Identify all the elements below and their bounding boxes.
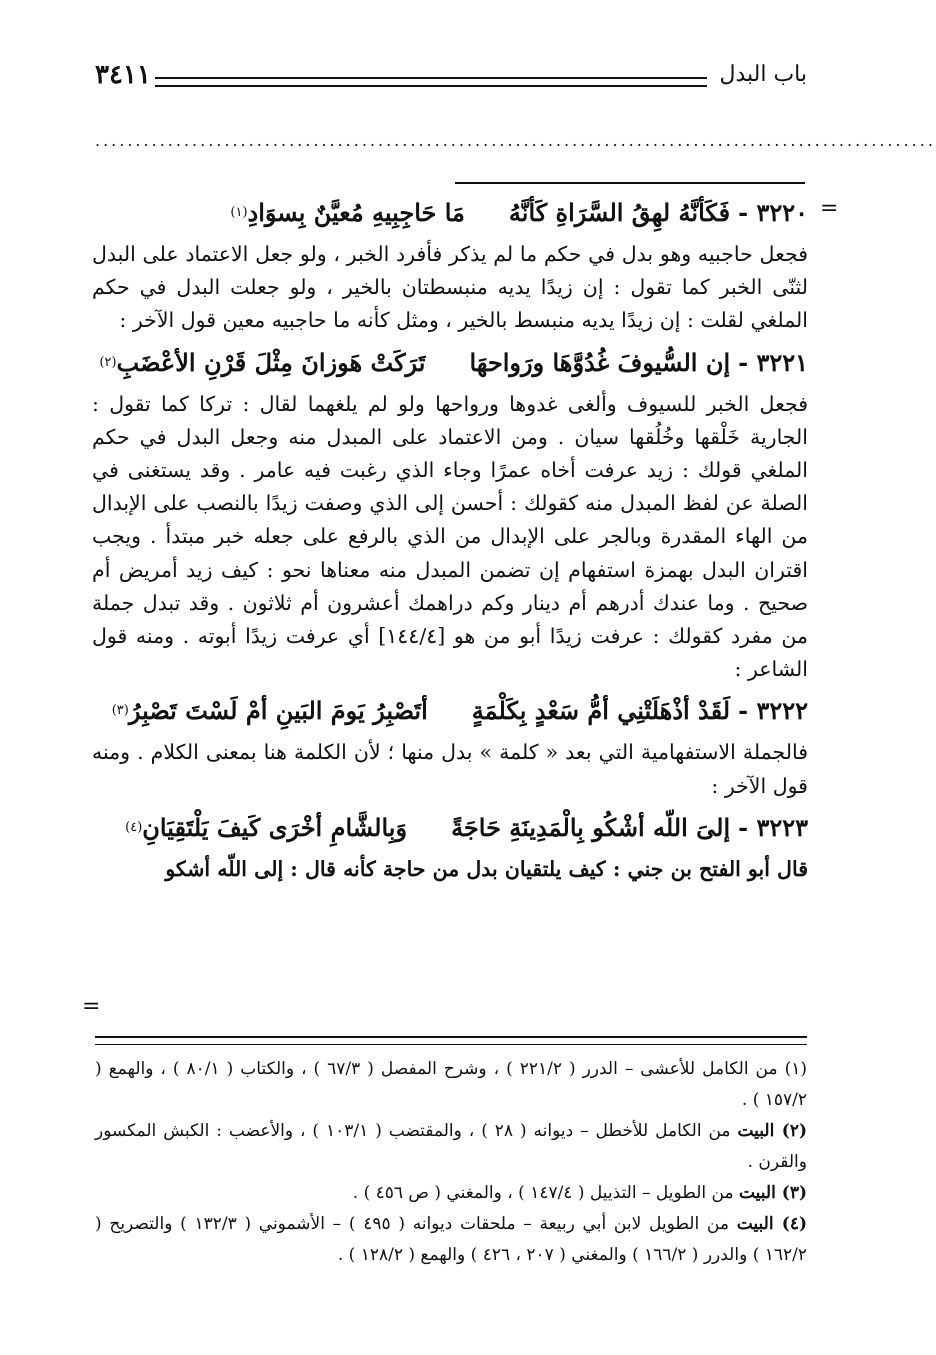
footnote-label: (٣) البيت: [738, 1183, 807, 1203]
paragraph: قال أبو الفتح بن جني : كيف يلتقيان بدل من حاجة كأنه قال : إلى اللّه أشكو: [165, 856, 808, 881]
main-text: [92, 188, 808, 886]
continuation-mark-bottom: =: [82, 994, 101, 1019]
header-rule: [155, 77, 707, 87]
running-header: [95, 60, 807, 100]
verse-first-hemistich: إن السُّيوفَ غُدُوَّهَا ورَواحهَا: [469, 347, 731, 377]
page-number: ٣٤١١: [95, 60, 151, 90]
verse-number: ٣٢٢٢ -: [738, 696, 808, 726]
verse-3221: [92, 338, 808, 388]
footnote-ref: (١): [230, 205, 248, 220]
continuation-mark-top: =: [820, 196, 839, 221]
chapter-title: باب البدل: [719, 62, 807, 87]
verse-number: ٣٢٢٠ -: [738, 198, 808, 227]
footnotes: [95, 1054, 807, 1271]
verse-first-hemistich: فَكَأنَّهُ لهِقُ السَّرَاةِ كَأنَّهُ: [508, 198, 731, 227]
footnote-text: من الطويل – التذييل ( ١٤٧/٤ ) ، والمغني ( ص ٤٥٦ ) .: [352, 1183, 739, 1203]
footnote-separator: [95, 1036, 807, 1045]
verse-second-hemistich: مَا حَاجِبِيهِ مُعيَّنٌ بِسوَادِ: [247, 198, 465, 227]
verse-second-hemistich: أتَصْبِرُ يَومَ البَينِ أمْ لَسْتَ تَصْبِرُ: [128, 696, 428, 726]
paragraph: فالجملة الاستفهامية التي بعد « كلمة » بدل منها ؛ لأن الكلمة هنا بمعنى الكلام . ومنه قول الآخر :: [92, 740, 808, 798]
verse-second-hemistich: تَرَكَتْ هَوزانَ مِثْلَ قَرْنِ الأعْضَبِ: [116, 347, 426, 377]
footnote-text: من الكامل للأخطل – ديوانه ( ٢٨ ) ، والمقتضب ( ١٠٣/١ ) ، والأعضب : الكبش المكسور والقرن .: [95, 1121, 807, 1172]
footnote-1: (١) من الكامل للأعشى – الدرر ( ٢٢١/٢ ) ، وشرح المفصل ( ٦٧/٣ ) ، والكتاب ( ٨٠/١ ) ، والهمع ( ١٥٧/٢ ) .: [95, 1059, 807, 1110]
paragraph: فجعل حاجبيه وهو بدل في حكم ما لم يذكر فأفرد الخبر ، ولو جعل الاعتماد على البدل لثنّى الخبر كما تقول : إن زيدًا يديه منبسطتان بالخير ، ولو جعلت البدل في حكم الملغي لقلت : إن زيدًا يديه منبسط بالخير ، ومثل كأنه ما حاجبيه معين قول الآخر :: [92, 242, 808, 333]
verse-3220: [92, 188, 808, 238]
footnote-ref: (٤): [125, 819, 143, 835]
footnote-4: [95, 1209, 807, 1271]
dotted-separator: ........................................................................................................: [95, 131, 936, 150]
verse-number: ٣٢٢٣ -: [738, 812, 808, 842]
footnote-label: (٢) البيت: [737, 1121, 807, 1141]
verse-3222: [92, 686, 808, 736]
footnote-label: (٤) البيت: [736, 1214, 807, 1234]
footnote-ref: (٢): [99, 354, 117, 370]
verse-second-hemistich: وَبِالشَّامِ أخْرَى كَيفَ يَلْتَقِيَانِ: [142, 812, 408, 842]
verse-number: ٣٢٢١ -: [738, 347, 808, 377]
verse-first-hemistich: لَقَدْ أذْهَلَتْنِي أمُّ سَعْدٍ بِكَلْمَةٍ: [471, 696, 731, 726]
continuation-rule: [455, 182, 805, 184]
verse-3223: [92, 803, 808, 853]
footnote-2: [95, 1116, 807, 1178]
footnote-3: [95, 1178, 807, 1209]
verse-first-hemistich: إلىَ اللّه أشْكُو بِالْمَدِينَةِ حَاجَةً: [451, 812, 731, 842]
footnote-ref: (٣): [111, 703, 129, 719]
paragraph: فجعل الخبر للسيوف وألغى غدوها ورواحها ولو لم يلغهما لقال : تركا كما تقول : الجارية خَلْقها وخُلُقها سيان . ومن الاعتماد على المبدل منه وجعل البدل في حكم الملغي قولك : زيد عرفت أخاه عمرًا وجاء الذي رغبت فيه عامر . وقد يستغنى في الصلة عن لفظ المبدل منه كقولك : أحسن إلى الذي وصفت زيدًا بالنصب على الإبدال من الهاء المقدرة وبالجر على الإبدال من الذي بالرفع على جعله خبر مبتدأ . ويجب اقتران البدل بهمزة استفهام إن تضمن المبدل منه معناها نحو : كيف زيد أمريض أم صحيح . وما عندك أدرهم أم دينار وكم دراهمك أعشرون أم ثلاثون . وقد تبدل جملة من مفرد كقولك : عرفت زيدًا أبو من هو [١٤٤/٤] أي عرفت زيدًا أبوته . ومنه قول الشاعر :: [92, 391, 808, 682]
footnote-text: من الطويل لابن أبي ربيعة – ملحقات ديوانه ( ٤٩٥ ) – الأشموني ( ١٣٢/٣ ) والتصريح ( ١٦٢/٢ ) والدرر ( ١٦٦/٢ ) والمغني ( ٢٠٧ ، ٤٢٦ ) والهمع ( ١٢٨/٢ ) .: [95, 1214, 807, 1265]
